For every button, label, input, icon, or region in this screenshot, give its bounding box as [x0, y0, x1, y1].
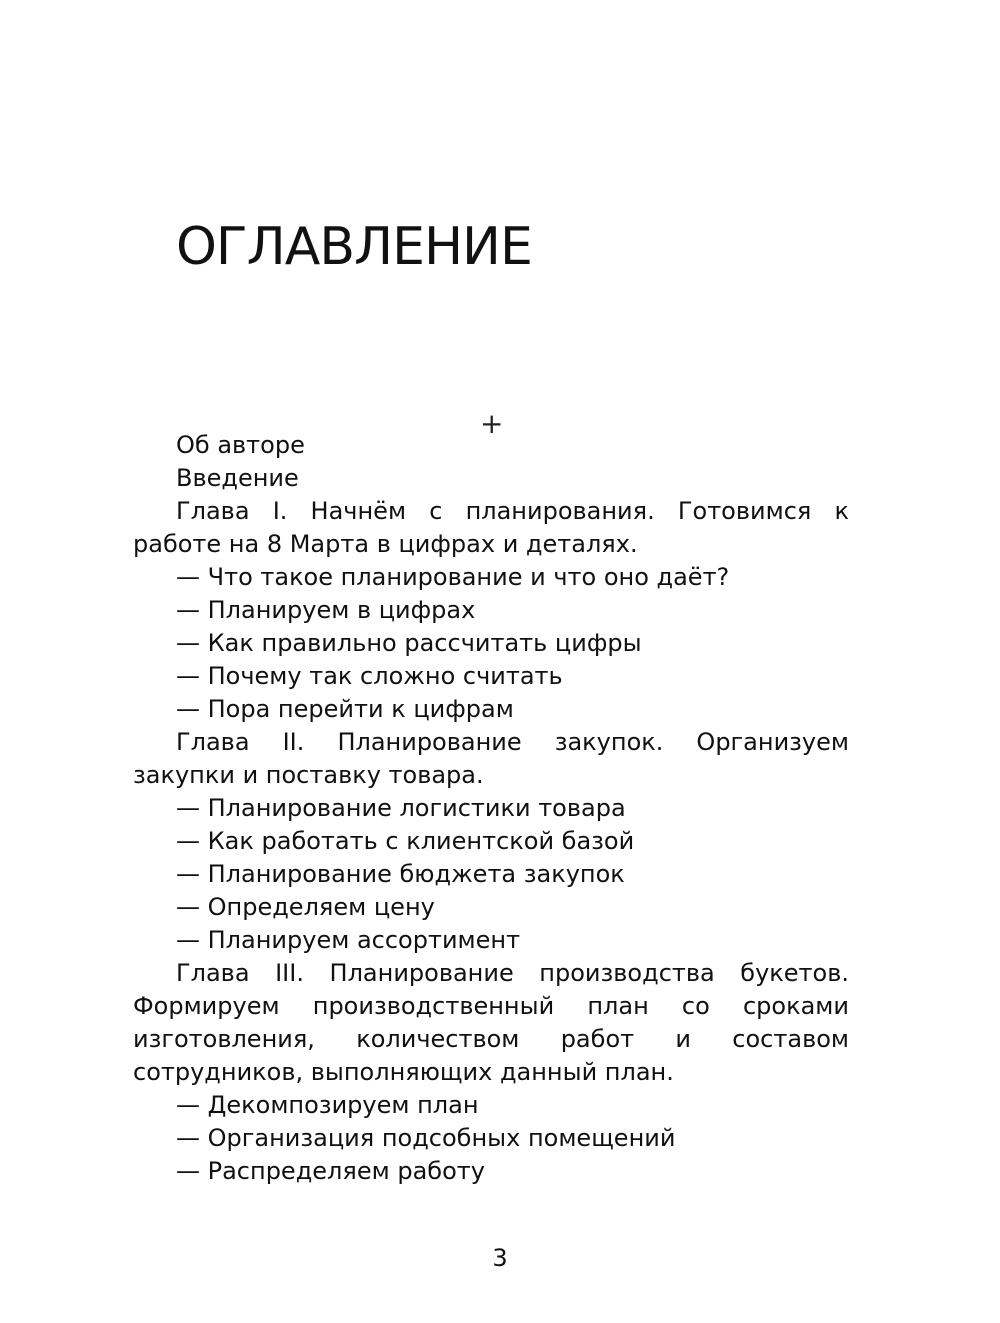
toc-subentry: — Планируем в цифрах: [176, 596, 476, 624]
toc-entry-chapter-3: Глава III. Планирование производства букетов. Формируем производственный план со сроками изготовления, количеством работ и составом сотрудников, выполняющих данный план.: [133, 959, 849, 1086]
table-of-contents: [133, 429, 849, 1188]
toc-entry-introduction: Введение: [176, 464, 299, 492]
toc-subentry: — Как работать с клиентской базой: [176, 827, 635, 855]
page-number: 3: [492, 1244, 508, 1272]
toc-subentry: — Почему так сложно считать: [176, 662, 563, 690]
toc-entry-chapter-2: Глава II. Планирование закупок. Организуем закупки и поставку товара.: [133, 728, 849, 789]
crosshair-cursor-icon: +: [480, 407, 504, 440]
toc-subentry: — Планируем ассортимент: [176, 926, 521, 954]
page-title: ОГЛАВЛЕНИЕ: [176, 217, 532, 277]
toc-subentry: — Пора перейти к цифрам: [176, 695, 514, 723]
toc-entry-about-author: Об авторе: [176, 431, 305, 459]
toc-subentry: — Определяем цену: [176, 893, 435, 921]
toc-subentry: — Организация подсобных помещений: [176, 1124, 676, 1152]
toc-subentry: — Планирование бюджета закупок: [176, 860, 625, 888]
toc-entry-chapter-1: Глава I. Начнём с планирования. Готовимся к работе на 8 Марта в цифрах и деталях.: [133, 497, 849, 558]
toc-subentry: — Декомпозируем план: [176, 1091, 479, 1119]
toc-subentry: — Планирование логистики товара: [176, 794, 626, 822]
toc-subentry: — Распределяем работу: [176, 1157, 485, 1185]
toc-subentry: — Как правильно рассчитать цифры: [176, 629, 642, 657]
toc-subentry: — Что такое планирование и что оно даёт?: [176, 563, 730, 591]
